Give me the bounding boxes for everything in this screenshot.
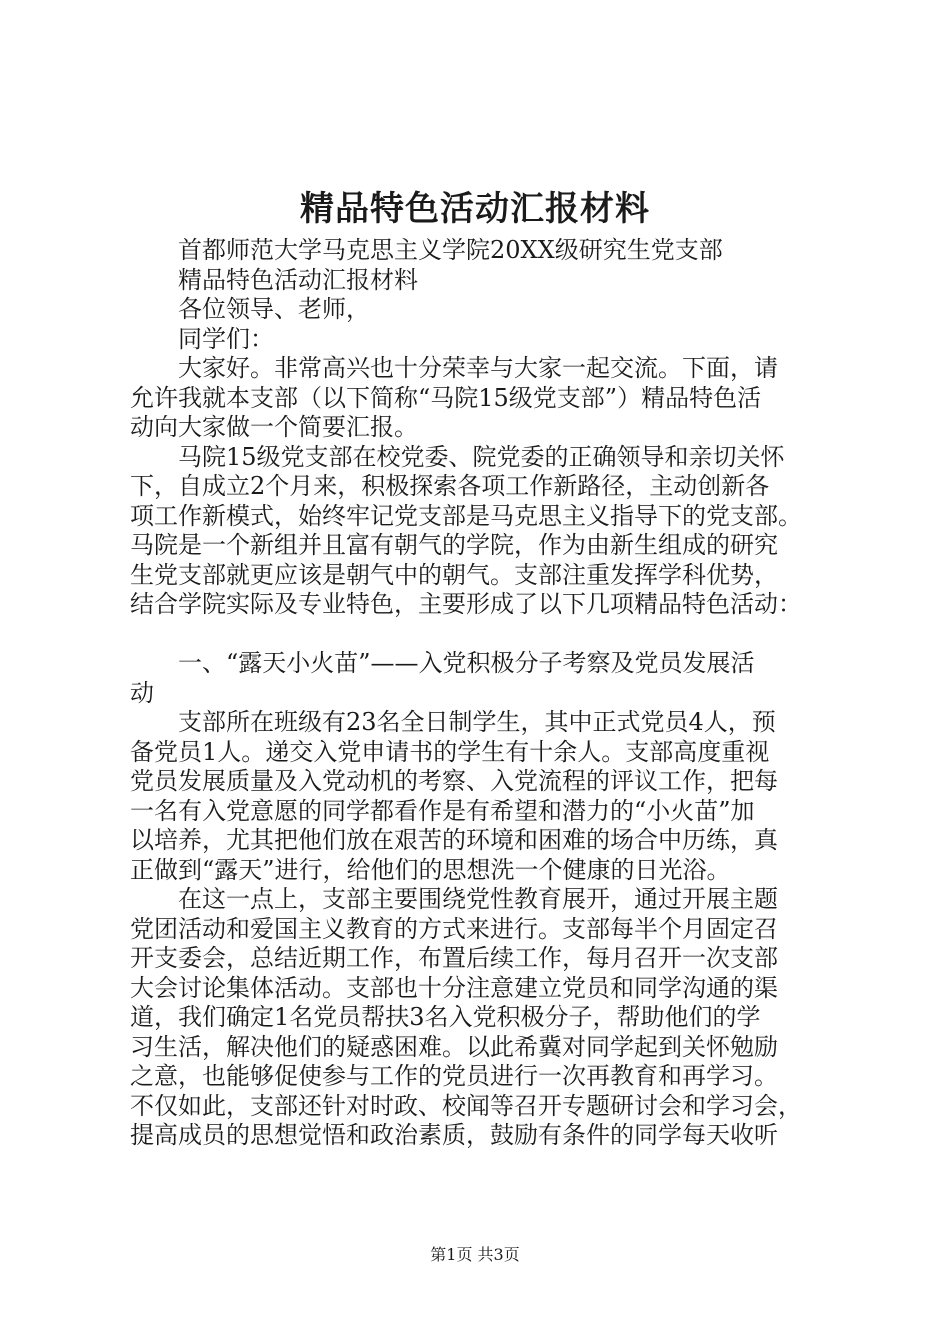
text-line: 一名有入党意愿的同学都看作是有希望和潜力的“小火苗”加 xyxy=(130,796,755,825)
text-line: 动向大家做一个简要汇报。 xyxy=(130,413,418,441)
text-line: 精品特色活动汇报材料 xyxy=(130,265,418,294)
text-line: 开支委会，总结近期工作，布置后续工作，每月召开一次支部 xyxy=(130,944,778,972)
text-line: 不仅如此，支部还针对时政、校闻等召开专题研讨会和学习会， xyxy=(130,1091,802,1120)
text-line: 习生活，解决他们的疑惑困难。以此希冀对同学起到关怀勉励 xyxy=(130,1032,778,1061)
page-footer: 第1页 共3页 xyxy=(430,1245,520,1264)
text-line: 项工作新模式，始终牢记党支部是马克思主义指导下的党支部。 xyxy=(130,501,802,530)
text-line: 下，自成立2个月来，积极探索各项工作新路径，主动创新各 xyxy=(130,472,770,500)
blank-line xyxy=(130,620,830,650)
text-line: 生党支部就更应该是朝气中的朝气。支部注重发挥学科优势， xyxy=(130,560,778,589)
text-line: 提高成员的思想觉悟和政治素质，鼓励有条件的同学每天收听 xyxy=(130,1121,778,1149)
text-line: 道，我们确定1名党员帮扶3名入党积极分子，帮助他们的学 xyxy=(130,1003,761,1031)
text-line: 允许我就本支部（以下简称“马院15级党支部”）精品特色活 xyxy=(130,383,762,412)
text-line: 备党员1人。递交入党申请书的学生有十余人。支部高度重视 xyxy=(130,737,770,766)
text-line: 在这一点上，支部主要围绕党性教育展开，通过开展主题 xyxy=(130,885,778,913)
text-line: 大家好。非常高兴也十分荣幸与大家一起交流。下面，请 xyxy=(130,354,778,382)
text-line: 马院15级党支部在校党委、院党委的正确领导和亲切关怀 xyxy=(130,442,785,471)
text-line: 马院是一个新组并且富有朝气的学院，作为由新生组成的研究 xyxy=(130,531,778,559)
text-line: 结合学院实际及专业特色，主要形成了以下几项精品特色活动： xyxy=(130,590,802,618)
text-line: 党团活动和爱国主义教育的方式来进行。支部每半个月固定召 xyxy=(130,914,778,943)
document-title: 精品特色活动汇报材料 xyxy=(300,189,650,229)
text-line: 大会讨论集体活动。支部也十分注意建立党员和同学沟通的渠 xyxy=(130,973,778,1002)
text-line: 各位领导、老师， xyxy=(130,295,370,323)
text-line: 一、“露天小火苗”——入党积极分子考察及党员发展活 xyxy=(130,649,755,677)
document-body xyxy=(130,236,830,1151)
text-line: 动 xyxy=(130,678,154,707)
text-line: 同学们： xyxy=(130,324,274,353)
text-line: 首都师范大学马克思主义学院20XX级研究生党支部 xyxy=(130,236,723,264)
text-line: 正做到“露天”进行，给他们的思想洗一个健康的日光浴。 xyxy=(130,855,731,884)
text-line: 支部所在班级有23名全日制学生，其中正式党员4人，预 xyxy=(130,708,776,736)
text-line: 之意，也能够促使参与工作的党员进行一次再教育和再学习。 xyxy=(130,1062,778,1090)
text-line: 以培养，尤其把他们放在艰苦的环境和困难的场合中历练，真 xyxy=(130,826,778,854)
text-line: 党员发展质量及入党动机的考察、入党流程的评议工作，把每 xyxy=(130,767,778,795)
